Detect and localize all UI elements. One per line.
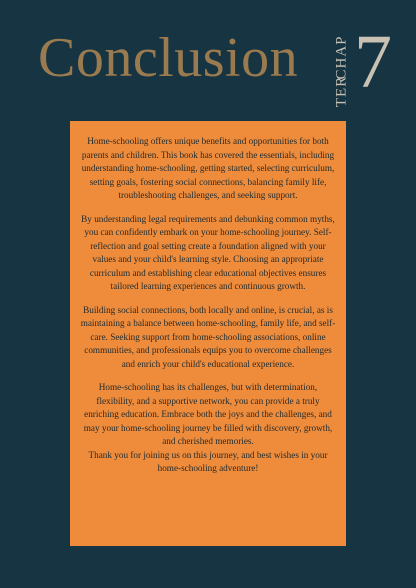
paragraph-challenges: Home-schooling has its challenges, but with determination, flexibility, and a supportive network, you can provide a truly enriching education. Embrace both the joys and the challenges, and may your home-schooling journey be filled with discovery, growth, and cherished memories. — [83, 382, 333, 446]
conclusion-text-card — [70, 121, 346, 546]
chapter-word-part1: CHAP — [333, 35, 350, 80]
chapter-word-part2: TER — [333, 75, 350, 108]
chapter-word — [332, 28, 352, 112]
page-title: Conclusion — [38, 27, 299, 89]
paragraph-legal-and-goals: By understanding legal requirements and debunking common myths, you can confidently embark on your home-schooling journey. Self-reflection and goal setting create a foundation aligned with your values and your child's learning style. Choosing an appropriate curriculum and establishing clear educational objectives ensures tailored learning experiences and continuous growth. — [81, 213, 335, 291]
chapter-number: 7 — [354, 20, 392, 104]
paragraph-social-connections: Building social connections, both locally and online, is crucial, as is maintaining a balance between home-schooling, family life, and self-care. Seeking support from home-schooling associations, online communities, and professionals equips you to overcome challenges and enrich your child's educational experience. — [80, 304, 336, 369]
paragraph-summary: Home-schooling offers unique benefits and opportunities for both parents and children. This book has covered the essentials, including understanding home-schooling, getting started, selecting curriculum, setting goals, fostering social connections, balancing family life, troubleshooting challenges, and seeking support. — [81, 136, 335, 200]
paragraph-closing: Thank you for joining us on this journey, and best wishes in your home-schooling adventure! — [88, 449, 328, 473]
chapter-label — [332, 20, 392, 112]
